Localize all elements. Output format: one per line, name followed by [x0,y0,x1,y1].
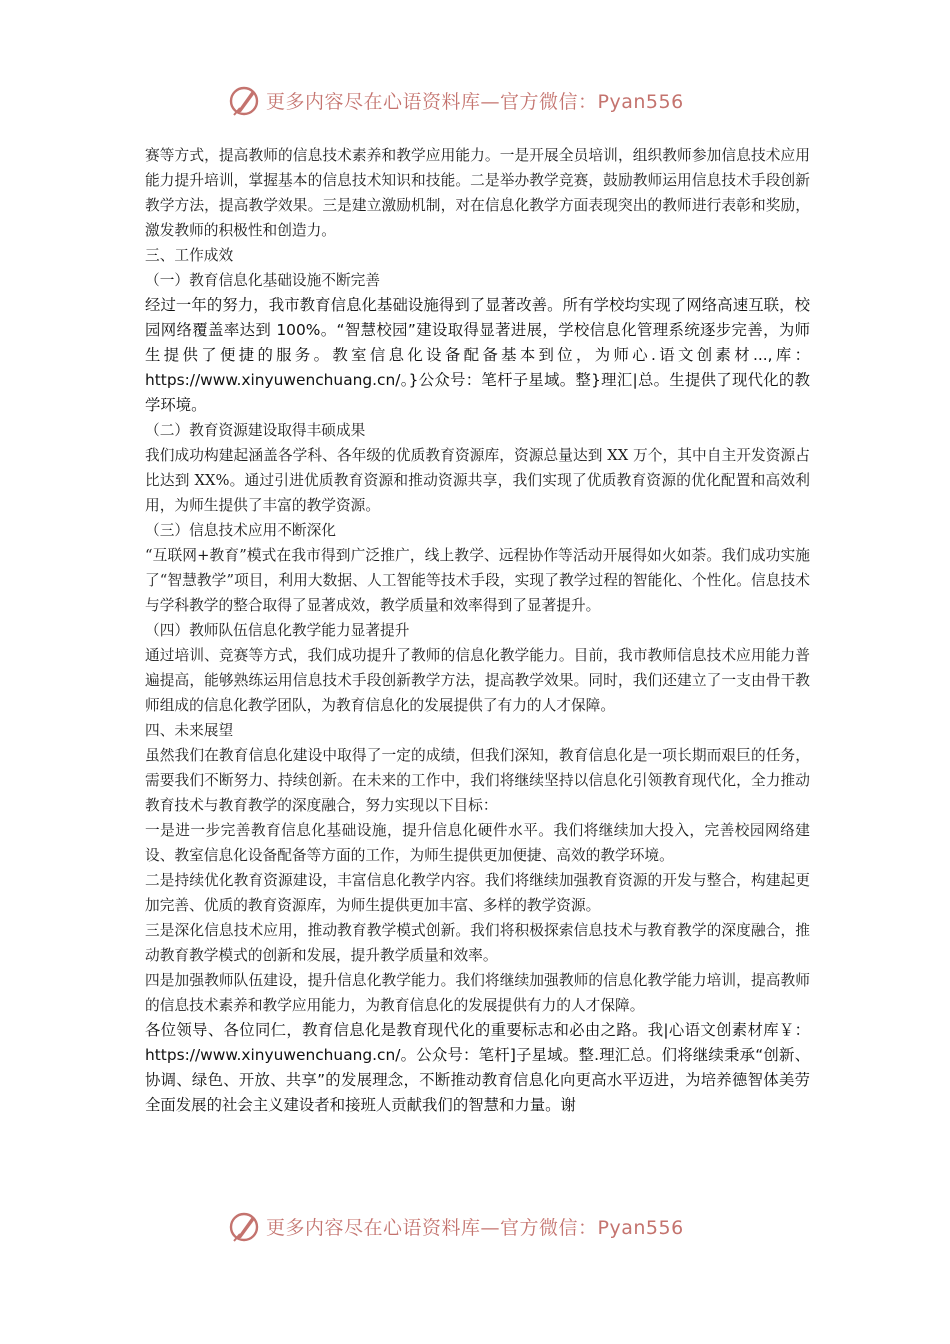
paragraph: （二）教育资源建设取得丰硕成果 [145,422,366,439]
paragraph: 四、未来展望 [145,722,234,739]
document-body [145,143,810,1118]
paragraph: 经过一年的努力，我市教育信息化基础设施得到了显著改善。所有学校均实现了网络高速互联，校园网络覆盖率达到 100%。“智慧校园”建设取得显著进展，学校信息化管理系统逐步完善，为师生提供了便捷的服务。教室信息化设备配备基本到位，为师心.语文创素材...,库：https://www.xinyuwenchuang.cn/。}公众号：笔杆子星域。整}理汇|总。生提供了现代化的教学环境。 [145,296,810,414]
paragraph: 虽然我们在教育信息化建设中取得了一定的成绩，但我们深知，教育信息化是一项长期而艰巨的任务，需要我们不断努力、持续创新。在未来的工作中，我们将继续坚持以信息化引领教育现代化，全力推动教育技术与教育教学的深度融合，努力实现以下目标： [145,747,810,814]
paragraph: 三、工作成效 [145,247,234,264]
banner-text [266,87,684,114]
banner-site: 更多内容尽在心语资料库 [266,1217,481,1239]
banner-wechat-label: 官方微信： [500,1217,598,1239]
footer-banner [0,1210,950,1246]
paragraph: 通过培训、竞赛等方式，我们成功提升了教师的信息化教学能力。目前，我市教师信息技术应用能力普遍提高，能够熟练运用信息技术手段创新教学方法，提高教学效果。同时，我们还建立了一支由骨干教师组成的信息化教学团队，为教育信息化的发展提供了有力的人才保障。 [145,647,810,714]
paragraph: 一是进一步完善教育信息化基础设施，提升信息化硬件水平。我们将继续加大投入，完善校园网络建设、教室信息化设备配备等方面的工作，为师生提供更加便捷、高效的教学环境。 [145,822,810,864]
feather-pen-logo-icon [228,84,262,118]
paragraph: （三）信息技术应用不断深化 [145,522,336,539]
paragraph: 三是深化信息技术应用，推动教育教学模式创新。我们将积极探索信息技术与教育教学的深度融合，推动教育教学模式的创新和发展，提升教学质量和效率。 [145,922,810,964]
banner-dash: — [480,91,501,113]
banner-wechat-label: 官方微信： [500,91,598,113]
banner-dash: — [480,1217,501,1239]
paragraph: 二是持续优化教育资源建设，丰富信息化教学内容。我们将继续加强教育资源的开发与整合，构建起更加完善、优质的教育资源库，为师生提供更加丰富、多样的教学资源。 [145,872,810,914]
paragraph: （四）教师队伍信息化教学能力显著提升 [145,622,410,639]
paragraph: 四是加强教师队伍建设，提升信息化教学能力。我们将继续加强教师的信息化教学能力培训，提高教师的信息技术素养和教学应用能力，为教育信息化的发展提供有力的人才保障。 [145,972,810,1014]
feather-pen-logo-icon [228,1210,262,1244]
header-banner [0,84,950,120]
paragraph: “互联网+教育”模式在我市得到广泛推广，线上教学、远程协作等活动开展得如火如荼。我们成功实施了“智慧教学”项目，利用大数据、人工智能等技术手段，实现了教学过程的智能化、个性化。信息技术与学科教学的整合取得了显著成效，教学质量和效率得到了显著提升。 [145,547,810,614]
paragraph: （一）教育信息化基础设施不断完善 [145,272,381,289]
banner-wechat-id: Pyan556 [597,91,684,113]
banner-text [266,1213,684,1240]
paragraph: 我们成功构建起涵盖各学科、各年级的优质教育资源库，资源总量达到 XX 万个，其中自主开发资源占比达到 XX%。通过引进优质教育资源和推动资源共享，我们实现了优质教育资源的优化配置和高效利用，为师生提供了丰富的教学资源。 [145,447,810,514]
banner-wechat-id: Pyan556 [597,1217,684,1239]
paragraph: 赛等方式，提高教师的信息技术素养和教学应用能力。一是开展全员培训，组织教师参加信息技术应用能力提升培训，掌握基本的信息技术知识和技能。二是举办教学竞赛，鼓励教师运用信息技术手段创新教学方法，提高教学效果。三是建立激励机制，对在信息化教学方面表现突出的教师进行表彰和奖励，激发教师的积极性和创造力。 [145,147,810,239]
banner-site: 更多内容尽在心语资料库 [266,91,481,113]
paragraph: 各位领导、各位同仁，教育信息化是教育现代化的重要标志和必由之路。我|心语文创素材库￥：https://www.xinyuwenchuang.cn/。公众号：笔杆]子星域。整.理汇总。们将继续秉承“创新、协调、绿色、开放、共享”的发展理念，不断推动教育信息化向更高水平迈进，为培养德智体美劳全面发展的社会主义建设者和接班人贡献我们的智慧和力量。谢 [145,1021,810,1114]
